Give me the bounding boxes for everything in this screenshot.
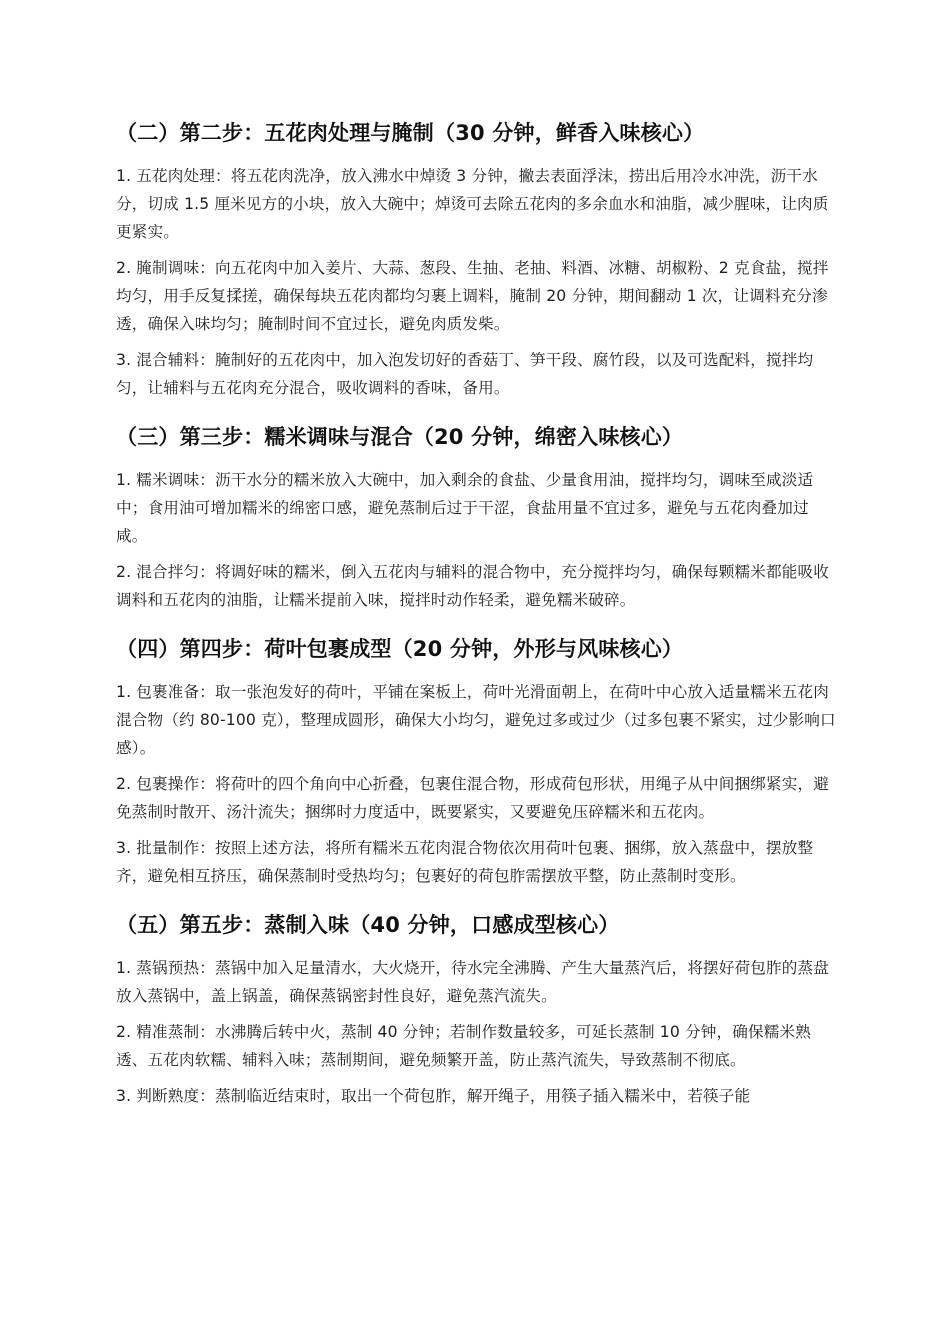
paragraph: 2. 精准蒸制：水沸腾后转中火，蒸制 40 分钟；若制作数量较多，可延长蒸制 10 分钟，确保糯米熟透、五花肉软糯、辅料入味；蒸制期间，避免频繁开盖，防止蒸汽流失，导致蒸制不彻底。 (116, 1023, 812, 1069)
section-step-3 (116, 422, 838, 614)
paragraph: 3. 混合辅料：腌制好的五花肉中，加入泡发切好的香菇丁、笋干段、腐竹段，以及可选配料，搅拌均匀，让辅料与五花肉充分混合，吸收调料的香味，备用。 (116, 351, 814, 397)
paragraph: 1. 五花肉处理：将五花肉洗净，放入沸水中焯烫 3 分钟，撇去表面浮沫，捞出后用冷水冲洗，沥干水分，切成 1.5 厘米见方的小块，放入大碗中；焯烫可去除五花肉的多余血水和油脂，减少腥味，让肉质更紧实。 (116, 167, 829, 241)
paragraph: 3. 判断熟度：蒸制临近结束时，取出一个荷包胙，解开绳子，用筷子插入糯米中，若筷子能 (116, 1087, 751, 1105)
section-heading: （三）第三步：糯米调味与混合（20 分钟，绵密入味核心） (116, 425, 684, 449)
document-body (116, 118, 838, 1118)
section-step-2 (116, 118, 838, 402)
section-heading: （五）第五步：蒸制入味（40 分钟，口感成型核心） (116, 913, 620, 937)
paragraph: 2. 腌制调味：向五花肉中加入姜片、大蒜、葱段、生抽、老抽、料酒、冰糖、胡椒粉、2 克食盐，搅拌均匀，用手反复揉搓，确保每块五花肉都均匀裹上调料，腌制 20 分钟，期间翻动 1 次，让调料充分渗透，确保入味均匀；腌制时间不宜过长，避免肉质发柴。 (116, 259, 829, 333)
section-step-5 (116, 910, 838, 1110)
section-heading: （四）第四步：荷叶包裹成型（20 分钟，外形与风味核心） (116, 637, 684, 661)
paragraph: 1. 蒸锅预热：蒸锅中加入足量清水，大火烧开，待水完全沸腾、产生大量蒸汽后，将摆好荷包胙的蒸盘放入蒸锅中，盖上锅盖，确保蒸锅密封性良好，避免蒸汽流失。 (116, 959, 830, 1005)
paragraph: 2. 包裹操作：将荷叶的四个角向中心折叠，包裹住混合物，形成荷包形状，用绳子从中间捆绑紧实，避免蒸制时散开、汤汁流失；捆绑时力度适中，既要紧实，又要避免压碎糯米和五花肉。 (116, 775, 830, 821)
section-step-4 (116, 634, 838, 890)
paragraph: 1. 糯米调味：沥干水分的糯米放入大碗中，加入剩余的食盐、少量食用油，搅拌均匀，调味至咸淡适中；食用油可增加糯米的绵密口感，避免蒸制后过于干涩，食盐用量不宜过多，避免与五花肉叠加过咸。 (116, 471, 814, 545)
section-heading: （二）第二步：五花肉处理与腌制（30 分钟，鲜香入味核心） (116, 121, 705, 145)
paragraph: 2. 混合拌匀：将调好味的糯米，倒入五花肉与辅料的混合物中，充分搅拌均匀，确保每颗糯米都能吸收调料和五花肉的油脂，让糯米提前入味，搅拌时动作轻柔，避免糯米破碎。 (116, 563, 830, 609)
paragraph: 3. 批量制作：按照上述方法，将所有糯米五花肉混合物依次用荷叶包裹、捆绑，放入蒸盘中，摆放整齐，避免相互挤压，确保蒸制时受热均匀；包裹好的荷包胙需摆放平整，防止蒸制时变形。 (116, 839, 814, 885)
paragraph: 1. 包裹准备：取一张泡发好的荷叶，平铺在案板上，荷叶光滑面朝上，在荷叶中心放入适量糯米五花肉混合物（约 80-100 克），整理成圆形，确保大小均匀，避免过多或过少（过多包裹不紧实，过少影响口感）。 (116, 683, 836, 757)
